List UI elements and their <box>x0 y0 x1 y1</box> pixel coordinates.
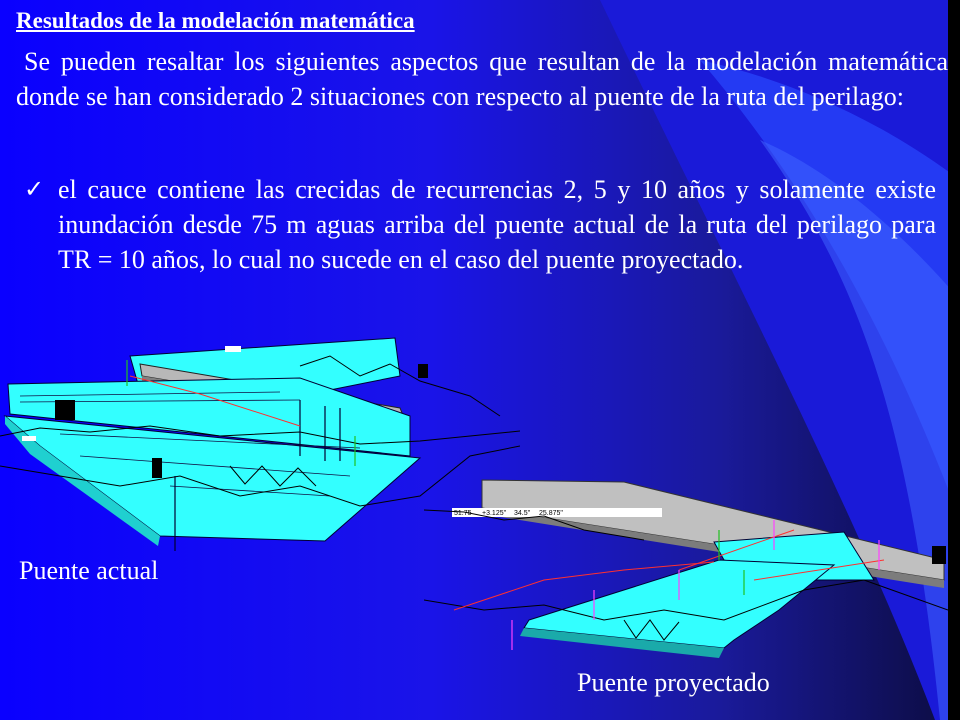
label-puente-proyectado: Puente proyectado <box>577 668 770 697</box>
label-puente-actual: Puente actual <box>19 556 159 585</box>
slide-title: Resultados de la modelación matemática <box>16 8 415 33</box>
coord-label: 25.875" <box>539 510 563 517</box>
coord-label: 51.75 <box>454 510 472 517</box>
checkmark-icon: ✓ <box>24 175 45 203</box>
bullet-text: el cauce contiene las crecidas de recurrencias 2, 5 y 10 años y solamente existe inundación desde 75 m aguas arriba del puente actual de la ruta del perilago para TR = 10 años, lo cual no sucede en el caso del puente proyectado. <box>58 175 936 274</box>
diagram-puente-proyectado <box>424 470 948 670</box>
intro-paragraph: Se pueden resaltar los siguientes aspectos que resultan de la modelación matemática donde se han considerado 2 situaciones con respecto al puente de la ruta del perilago: <box>16 47 948 111</box>
coord-label: +3.125" <box>482 510 507 517</box>
coord-label: 34.5" <box>514 510 531 517</box>
